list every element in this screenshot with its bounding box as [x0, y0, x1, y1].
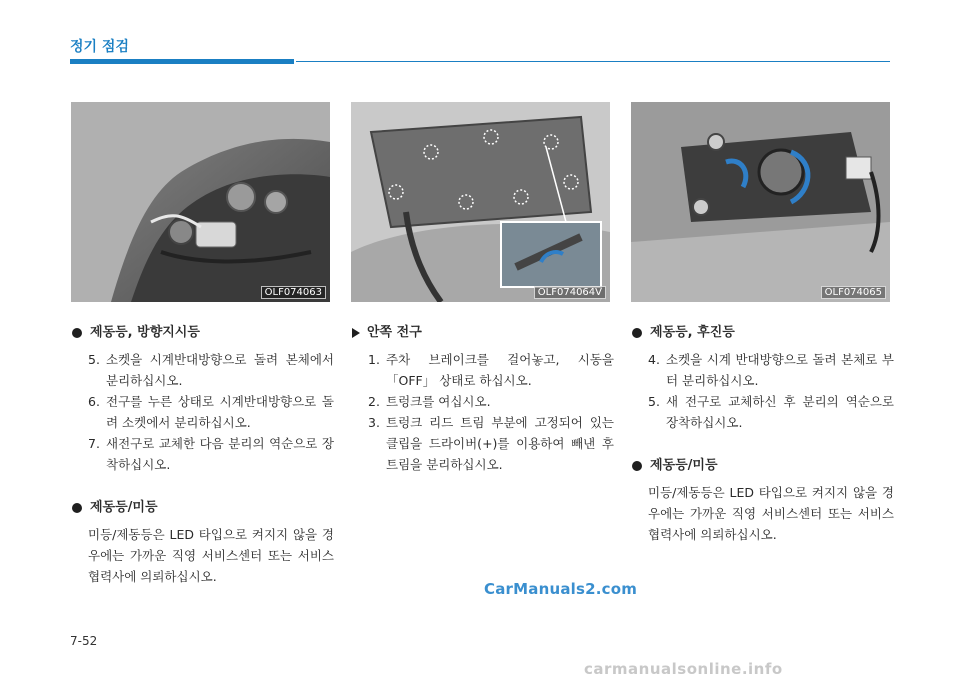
- image-code: OLF074064V: [534, 286, 606, 299]
- page-number: 7-52: [70, 634, 98, 648]
- header-rule-thin: [296, 61, 890, 62]
- step-item: 3. 트렁크 리드 트림 부분에 고정되어 있는 클립을 드라이버(+)를 이용하여 빼낸 후 트림을 분리하십시오.: [368, 415, 614, 472]
- heading-brake-reverse: 제동등, 후진등: [632, 322, 894, 343]
- column-right: [632, 322, 894, 545]
- image-code: OLF074063: [261, 286, 326, 299]
- triangle-icon: [352, 328, 360, 338]
- bullet-icon: [72, 503, 82, 513]
- photo-brake-turn-lamp: [71, 102, 330, 302]
- bullet-icon: [72, 328, 82, 338]
- step-item: 1. 주차 브레이크를 걸어놓고, 시동을 「OFF」 상태로 하십시오.: [368, 352, 614, 388]
- heading-brake-tail: 제동등/미등: [72, 497, 334, 518]
- watermark-link[interactable]: CarManuals2.com: [484, 580, 638, 598]
- column-left: [72, 322, 334, 587]
- section-title: 정기 점검: [70, 39, 129, 55]
- heading-inner-bulb: 안쪽 전구: [352, 322, 614, 343]
- header-rule-thick: [70, 59, 294, 64]
- column-middle: [352, 322, 614, 475]
- image-code: OLF074065: [821, 286, 886, 299]
- photo-brake-reverse-lamp: [631, 102, 890, 302]
- photo-trunk-lid-trim: [351, 102, 610, 302]
- bullet-icon: [632, 328, 642, 338]
- paragraph-led-note: 미등/제동등은 LED 타입으로 켜지지 않을 경우에는 가까운 직영 서비스센터 또는 서비스 협력사에 의뢰하십시오.: [88, 527, 334, 584]
- bullet-icon: [632, 461, 642, 471]
- watermark-footer: carmanualsonline.info: [584, 660, 783, 678]
- step-item: 6. 전구를 누른 상태로 시계반대방향으로 돌려 소켓에서 분리하십시오.: [88, 394, 334, 430]
- heading-brake-tail: 제동등/미등: [632, 455, 894, 476]
- step-item: 2. 트렁크를 여십시오.: [368, 394, 491, 409]
- heading-brake-turn: 제동등, 방향지시등: [72, 322, 334, 343]
- step-item: 4. 소켓을 시계 반대방향으로 돌려 본체로 부터 분리하십시오.: [648, 352, 894, 388]
- step-item: 5. 소켓을 시계반대방향으로 돌려 본체에서 분리하십시오.: [88, 352, 334, 388]
- paragraph-led-note: 미등/제동등은 LED 타입으로 켜지지 않을 경우에는 가까운 직영 서비스센터 또는 서비스 협력사에 의뢰하십시오.: [648, 485, 894, 542]
- step-item: 5. 새 전구로 교체하신 후 분리의 역순으로 장착하십시오.: [648, 394, 894, 430]
- step-item: 7. 새전구로 교체한 다음 분리의 역순으로 장착하십시오.: [88, 436, 334, 472]
